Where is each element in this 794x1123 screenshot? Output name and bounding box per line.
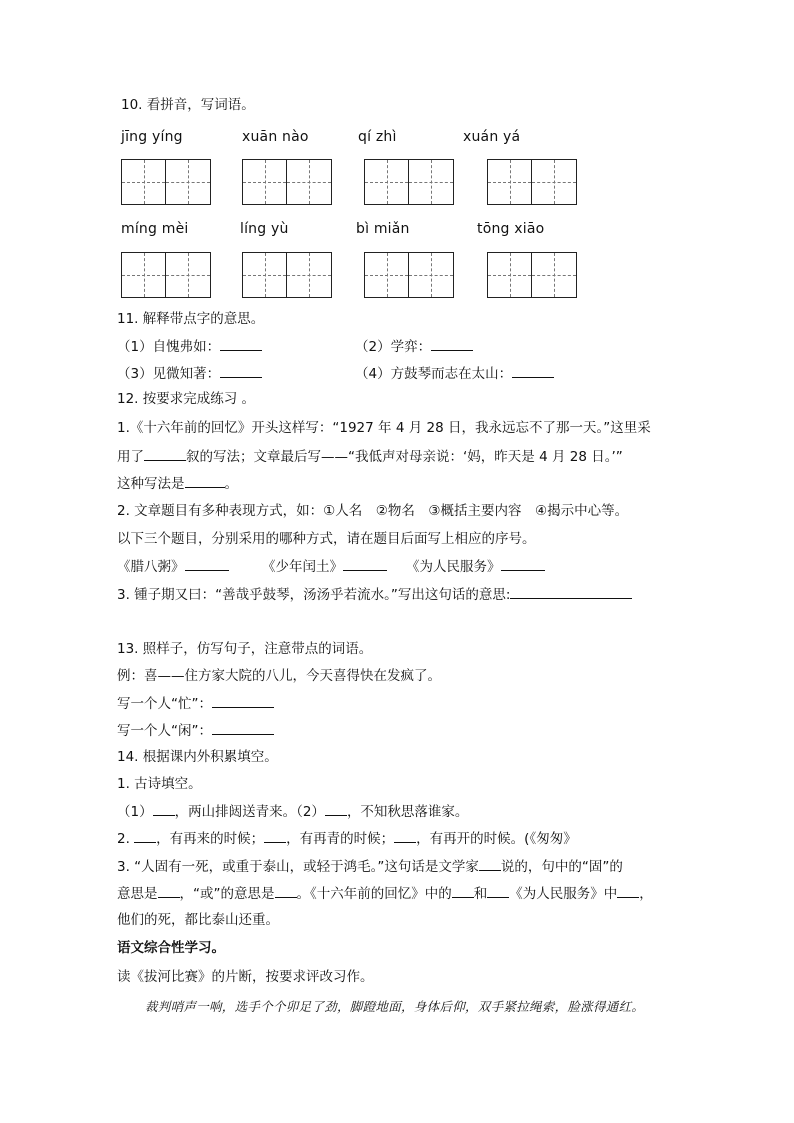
q12-p2-line2: 以下三个题目，分别采用的哪种方式，请在题目后面写上相应的序号。 [117,531,536,547]
q11-item-2: （2）学弈： [355,337,473,356]
q12-title-3: 《为人民服务》 [406,557,545,576]
tianzi-grid-4[interactable] [487,159,577,205]
answer-blank[interactable] [617,884,639,898]
answer-blank[interactable] [325,802,347,816]
tianzi-grid-6[interactable] [242,252,332,298]
pinyin-1: jīng yíng [121,129,183,145]
answer-blank[interactable] [134,829,156,843]
q12-p1-line3: 这种写法是 。 [117,476,238,492]
q12-title: 12. 按要求完成练习 。 [117,391,256,407]
q12-title-2: 《少年闰土》 [262,557,387,576]
q14-s1: 1. 古诗填空。 [117,776,202,792]
q11-title: 11. 解释带点字的意思。 [117,311,265,327]
answer-blank[interactable] [220,337,262,351]
q12-p2-line1: 2. 文章题目有多种表现方式，如：①人名 ②物名 ③概括主要内容 ④揭示中心等。 [117,503,629,519]
q11-item-4: （4）方鼓琴而志在太山： [355,364,554,383]
q12-title-1: 《腊八粥》 [117,557,229,576]
answer-blank[interactable] [512,364,554,378]
pinyin-2: xuān nào [242,129,309,145]
q12-p1-line1: 1.《十六年前的回忆》开头这样写：“1927 年 4 月 28 日，我永远忘不了那一天。”这里采 [117,420,651,436]
pinyin-6: líng yù [240,221,289,237]
answer-blank[interactable] [343,557,387,571]
answer-blank[interactable] [158,884,180,898]
q14-title: 14. 根据课内外积累填空。 [117,749,278,765]
answer-blank[interactable] [431,337,473,351]
tianzi-grid-8[interactable] [487,252,577,298]
q14-line2: 2. ，有再来的时候； ，有再青的时候； ，有再开的时候。(《匆匆》 [117,831,577,847]
answer-blank[interactable] [144,447,186,461]
q14-line3: 3. “人固有一死，或重于泰山，或轻于鸿毛。”这句话是文学家 说的，句中的“固”的 [117,859,623,875]
answer-blank[interactable] [501,557,545,571]
pinyin-5: míng mèi [121,221,189,237]
answer-blank[interactable] [264,829,286,843]
answer-blank[interactable] [275,884,297,898]
q12-p1-line2: 用了 叙的写法；文章最后写——“我低声对母亲说：‘妈，昨天是 4 月 28 日。’” [117,449,623,465]
pinyin-4: xuán yá [463,129,521,145]
answer-blank[interactable] [212,694,274,708]
q10-title: 10. 看拼音，写词语。 [121,97,255,113]
section-title: 语文综合性学习。 [117,940,225,956]
q13-idle: 写一个人“闲”： [117,721,274,740]
q11-item-3: （3）见微知著： [117,364,262,383]
pinyin-8: tōng xiāo [477,221,545,237]
section-intro: 读《拔河比赛》的片断，按要求评改习作。 [117,969,374,985]
q13-busy: 写一个人“忙”： [117,694,274,713]
tianzi-grid-7[interactable] [364,252,454,298]
handwritten-excerpt: 裁判哨声一响，选手个个卯足了劲，脚蹬地面，身体后仰，双手紧拉绳索，脸涨得通红。 [145,999,645,1014]
q13-title: 13. 照样子，仿写句子，注意带点的词语。 [117,641,373,657]
tianzi-grid-5[interactable] [121,252,211,298]
q14-line5: 他们的死，都比泰山还重。 [117,912,279,928]
answer-blank[interactable] [220,364,262,378]
answer-blank[interactable] [510,585,632,599]
tianzi-grid-2[interactable] [242,159,332,205]
q11-item-1: （1）自愧弗如： [117,337,262,356]
answer-blank[interactable] [185,557,229,571]
pinyin-3: qí zhì [358,129,397,145]
answer-blank[interactable] [212,721,274,735]
q13-example: 例：喜——住方家大院的八儿，今天喜得快在发疯了。 [117,668,441,684]
q14-line1: （1） ，两山排闼送青来。（2） ，不知秋思落谁家。 [117,804,469,820]
q14-line4: 意思是 ，“或”的意思是 。《十六年前的回忆》中的 和 《为人民服务》中 ， [117,886,653,902]
answer-blank[interactable] [394,829,416,843]
tianzi-grid-3[interactable] [364,159,454,205]
q12-p3: 3. 锺子期又曰：“善哉乎鼓琴，汤汤乎若流水。”写出这句话的意思: [117,585,632,604]
answer-blank[interactable] [153,802,175,816]
answer-blank[interactable] [487,884,509,898]
answer-blank[interactable] [185,474,225,488]
answer-blank[interactable] [452,884,474,898]
tianzi-grid-1[interactable] [121,159,211,205]
answer-blank[interactable] [479,857,501,871]
pinyin-7: bì miǎn [356,221,410,237]
